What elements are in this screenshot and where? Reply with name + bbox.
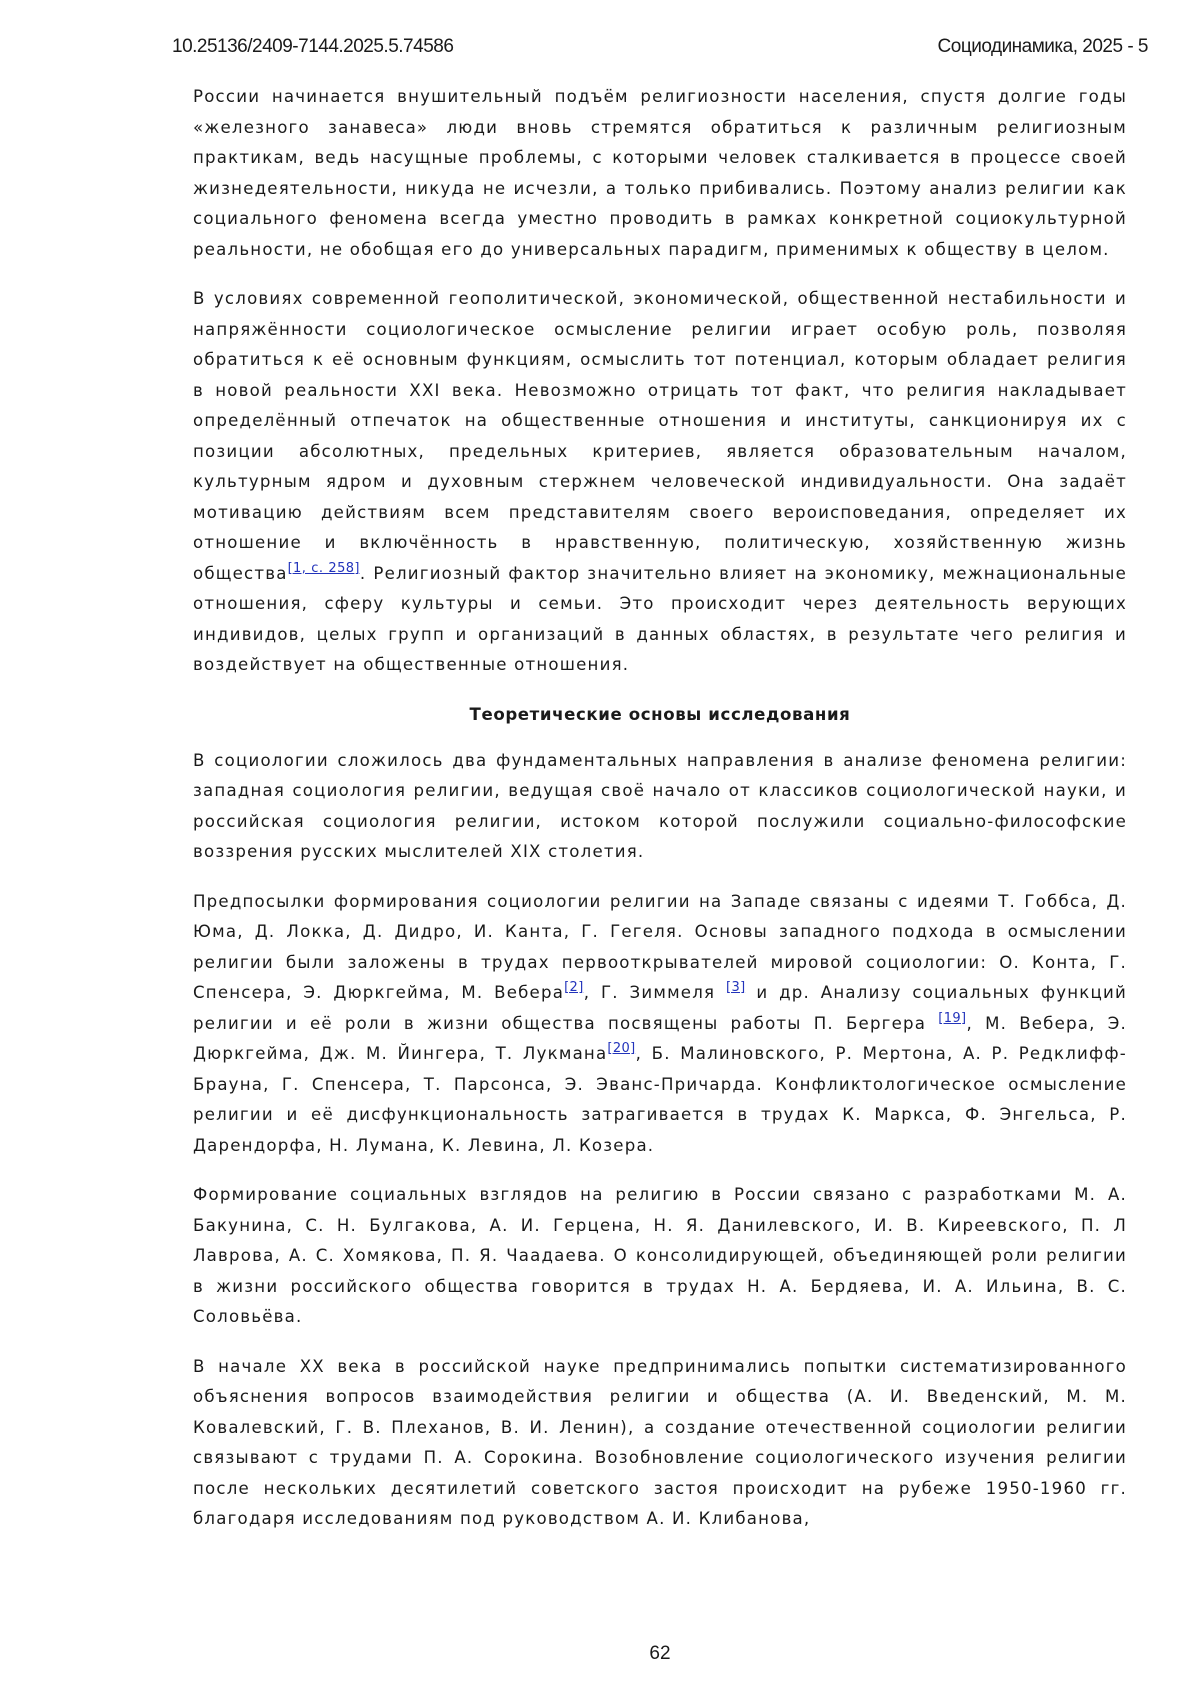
citation-link-20[interactable]: [20] (607, 1041, 635, 1056)
citation-link-1[interactable]: [1, с. 258] (288, 561, 360, 576)
paragraph-twentieth-century (193, 1352, 1127, 1535)
paragraph-religiosity-rise (193, 82, 1127, 265)
paragraph-text: , Г. Зиммеля (584, 983, 715, 1002)
paragraph-text: В социологии сложилось два фундаментальных направления в анализе феномена религии: западная социология религии, ведущая своё начало от классиков социологической науки, и российская социология религии, истоком которой послужили социально-философские воззрения русских мыслителей XIX столетия. (193, 751, 1127, 862)
paragraph-text: , Б. Малиновского, Р. Мертона, А. Р. Редклифф-Брауна, Г. Спенсера, Т. Парсонса, Э. Эванс-Причарда. Конфликтологическое осмысление религии и её дисфункциональность затрагивается в трудах К. Маркса, Ф. Энгельса, Р. Дарендорфа, Н. Лумана, К. Левина, Л. Козера. (193, 1044, 1127, 1155)
page-number: 62 (0, 1643, 1200, 1665)
paragraph-russian-views (193, 1180, 1127, 1333)
section-heading: Теоретические основы исследования (193, 700, 1127, 730)
paragraph-text: Предпосылки формирования социологии религии на Западе связаны с идеями Т. Гоббса, Д. Юма, Д. Локка, Д. Дидро, И. Канта, Г. Гегеля. Основы западного подхода в осмыслении религии были заложены в трудах первооткрывателей мировой социологии: О. Конта, Г. Спенсера, Э. Дюркгейма, М. Вебера (193, 892, 1127, 1003)
paragraph-text: . Религиозный фактор значительно влияет на экономику, межнациональные отношения, сферу культуры и семьи. Это происходит через деятельность верующих индивидов, целых групп и организаций в данных областях, в результате чего религия и воздействует на общественные отношения. (193, 564, 1127, 675)
paragraph-sociological-role (193, 284, 1127, 681)
citation-link-2[interactable]: [2] (564, 980, 584, 995)
article-body (193, 82, 1127, 1554)
paragraph-text: , М. Вебера, Э. Дюркгейма, Дж. М. Йингера, Т. Лукмана (193, 1014, 1127, 1064)
paragraph-text: Формирование социальных взглядов на религию в России связано с разработками М. А. Бакунина, С. Н. Булгакова, А. И. Герцена, Н. Я. Данилевского, И. В. Киреевского, П. Л Лаврова, А. С. Хомякова, П. Я. Чаадаева. О консолидирующей, объединяющей роли религии в жизни российского общества говорится в трудах Н. А. Бердяева, И. А. Ильина, В. С. Соловьёва. (193, 1185, 1127, 1326)
paragraph-text: В условиях современной геополитической, экономической, общественной нестабильности и напряжённости социологическое осмысление религии играет особую роль, позволяя обратиться к её основным функциям, осмыслить тот потенциал, которым обладает религия в новой реальности XXI века. Невозможно отрицать тот факт, что религия накладывает определённый отпечаток на общественные отношения и институты, санкционируя их с позиции абсолютных, предельных критериев, является образовательным началом, культурным ядром и духовным стержнем человеческой индивидуальности. Она задаёт мотивацию действиям всем представителям своего вероисповедания, определяет их отношение и включённость в нравственную, политическую, хозяйственную жизнь общества (193, 289, 1127, 583)
running-header (172, 36, 1148, 62)
journal-issue-label: Социодинамика, 2025 - 5 (938, 36, 1148, 58)
paragraph-text: и др. Анализу социальных функций религии и её роли в жизни общества посвящены работы П. Бергера (193, 983, 1127, 1033)
citation-link-19[interactable]: [19] (938, 1011, 966, 1026)
citation-link-3[interactable]: [3] (726, 980, 746, 995)
paragraph-western-prerequisites (193, 887, 1127, 1162)
doi-label: 10.25136/2409-7144.2025.5.74586 (172, 36, 453, 58)
paragraph-text: В начале XX века в российской науке предпринимались попытки систематизированного объяснения вопросов взаимодействия религии и общества (А. И. Введенский, М. М. Ковалевский, Г. В. Плеханов, В. И. Ленин), а создание отечественной социологии религии связывают с трудами П. А. Сорокина. Возобновление социологического изучения религии после нескольких десятилетий советского застоя происходит на рубеже 1950-1960 гг. благодаря исследованиям под руководством А. И. Клибанова, (193, 1357, 1127, 1529)
paragraph-text: России начинается внушительный подъём религиозности населения, спустя долгие годы «железного занавеса» люди вновь стремятся обратиться к различным религиозным практикам, ведь насущные проблемы, с которыми человек сталкивается в процессе своей жизнедеятельности, никуда не исчезли, а только прибивались. Поэтому анализ религии как социального феномена всегда уместно проводить в рамках конкретной социокультурной реальности, не обобщая его до универсальных парадигм, применимых к обществу в целом. (193, 87, 1127, 259)
paragraph-two-directions (193, 746, 1127, 868)
